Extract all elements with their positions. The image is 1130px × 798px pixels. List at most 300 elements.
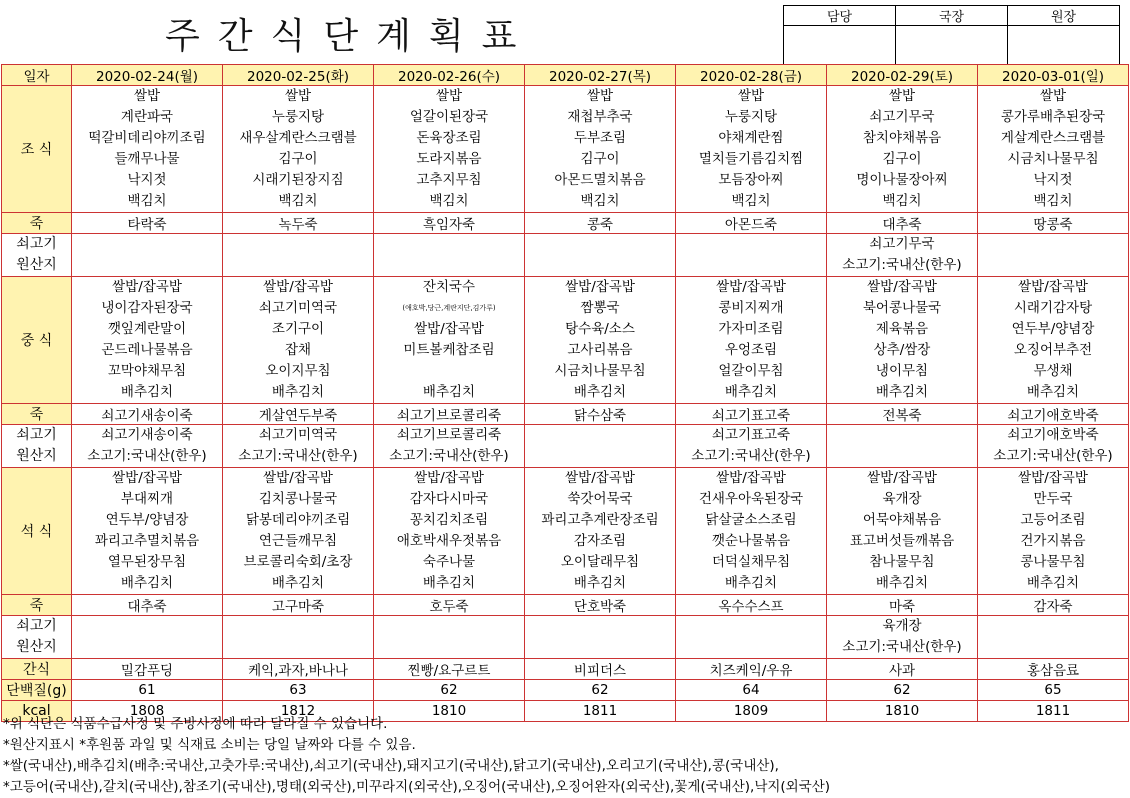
breakfast-porridge-cell: 흑임자죽 [374,213,525,234]
menu-item: 깻순나물볶음 [711,533,791,549]
menu-item: 두부조림 [573,130,627,146]
beef-dish: 쇠고기새송이죽 [101,427,193,443]
notes [3,714,830,798]
breakfast-cell [827,86,978,213]
dinner-cell [223,468,374,595]
beef-origin: 소고기:국내산(한우) [993,448,1113,464]
breakfast-porridge-cell: 대추죽 [827,213,978,234]
menu-item: 백김치 [127,193,167,209]
menu-item: 낙지젓 [1033,172,1073,188]
beef-origin: 소고기:국내산(한우) [238,448,358,464]
menu-item: 백김치 [580,193,620,209]
menu-item: 쌀밥/잡곡밥 [1018,470,1088,486]
menu-item: 조기구이 [271,321,325,337]
menu-item: 재첩부추국 [567,109,633,125]
dinner-cell [978,468,1129,595]
snack-cell: 찐빵/요구르트 [374,659,525,680]
menu-item: 참나물무침 [869,554,935,570]
menu-item: 쌀밥 [284,88,312,104]
breakfast-beef-origin-cell [978,234,1129,277]
menu-item: 감자조림 [573,533,627,549]
breakfast-beef-origin-label [2,234,72,277]
snack-label: 간식 [2,659,72,680]
menu-item: 열무된장무침 [107,554,187,570]
beef-origin [223,255,373,276]
dinner-cell [525,468,676,595]
menu-item: 고추지무침 [416,172,482,188]
menu-item: 배추김치 [573,575,627,591]
menu-item: 쌀밥/잡곡밥 [263,470,333,486]
menu-item: 부대찌개 [120,491,174,507]
dinner-porridge-row [2,595,1129,616]
lunch-beef-origin-row [2,425,1129,468]
beef-dish: 쇠고기표고죽 [711,427,791,443]
beef-origin [676,637,826,658]
beef-dish [676,234,826,255]
menu-item: 돈육장조림 [416,130,482,146]
approval-box [783,5,1120,66]
menu-item: 숙주나물 [422,554,476,570]
kcal-cell: 1808 [72,701,223,722]
menu-item: 콩나물무침 [1020,554,1086,570]
beef-dish [72,234,222,255]
dinner-cell [827,468,978,595]
menu-item: 배추김치 [724,575,778,591]
snack-row [2,659,1129,680]
dinner-beef-origin-cell [978,616,1129,659]
menu-item: 브로콜리숙회/초장 [243,554,353,570]
lunch-row [2,277,1129,404]
menu-item: 쌀밥/잡곡밥 [414,321,484,337]
menu-item: 냉이감자된장국 [101,300,193,316]
dinner-beef-origin-cell [827,616,978,659]
menu-item: 깻잎계란말이 [107,321,187,337]
beef-dish [223,234,373,255]
menu-item: 배추김치 [271,575,325,591]
beef-dish: 쇠고기브로콜리죽 [396,427,502,443]
menu-item: 건새우아욱된장국 [698,491,804,507]
approval-label: 국장 [896,6,1008,26]
dinner-beef-origin-label [2,616,72,659]
menu-item: 야채계란찜 [718,130,784,146]
breakfast-porridge-cell: 땅콩죽 [978,213,1129,234]
beef-dish: 육개장 [882,618,922,634]
menu-item: 쌀밥/잡곡밥 [867,279,937,295]
menu-item: 누룽지탕 [724,109,778,125]
breakfast-porridge-cell: 아몬드죽 [676,213,827,234]
lunch-beef-origin-cell [72,425,223,468]
kcal-cell: 1810 [374,701,525,722]
lunch-cell [978,277,1129,404]
breakfast-porridge-row [2,213,1129,234]
page-title: 주간식단계획표 [165,16,535,57]
beef-label-line: 쇠고기 [16,618,57,634]
beef-dish [374,234,524,255]
beef-dish [72,616,222,637]
menu-item: 꼬막야채무침 [107,363,187,379]
protein-cell: 64 [676,680,827,701]
menu-item: 쌀밥 [888,88,916,104]
dinner-label: 석 식 [2,468,72,595]
beef-origin [374,255,524,276]
dinner-porridge-cell: 감자죽 [978,595,1129,616]
kcal-cell: 1811 [978,701,1129,722]
menu-item: 더덕실채무침 [711,554,791,570]
beef-dish [525,234,675,255]
snack-cell: 비피더스 [525,659,676,680]
lunch-cell [676,277,827,404]
weekly-menu-table [1,64,1129,722]
dinner-porridge-cell: 대추죽 [72,595,223,616]
beef-dish [978,234,1128,255]
menu-item: 어묵야채볶음 [862,512,942,528]
lunch-cell [374,277,525,404]
snack-cell: 치즈케익/우유 [676,659,827,680]
breakfast-cell [72,86,223,213]
lunch-cell [827,277,978,404]
menu-item: 애호박새우젓볶음 [396,533,502,549]
beef-origin [525,446,675,467]
menu-item: 육개장 [882,491,922,507]
approval-label: 원장 [1008,6,1120,26]
lunch-beef-origin-cell [525,425,676,468]
menu-item: 시래기된장지짐 [252,172,344,188]
note-line: *고등어(국내산),갈치(국내산),참조기(국내산),명태(외국산),미꾸라지(외국산),오징어(국내산),오징어완자(외국산),꽃게(국내산),낙지(외국산) [3,779,831,795]
menu-item: 김구이 [580,151,620,167]
dinner-beef-origin-cell [374,616,525,659]
menu-item: 오징어부추전 [1013,342,1093,358]
menu-item: 꽁치김치조림 [409,512,489,528]
breakfast-beef-origin-cell [827,234,978,277]
menu-item: 김치콩나물국 [258,491,338,507]
origin-label-line: 원산지 [16,448,57,464]
snack-cell: 사과 [827,659,978,680]
breakfast-beef-origin-cell [525,234,676,277]
menu-item: 감자다시마국 [409,491,489,507]
menu-item: 닭살굴소스조림 [705,512,797,528]
protein-label: 단백질(g) [2,680,72,701]
menu-item: 백김치 [882,193,922,209]
approval-sign-cell[interactable] [1008,26,1120,66]
breakfast-cell [374,86,525,213]
breakfast-beef-origin-cell [223,234,374,277]
beef-origin [223,637,373,658]
menu-item: 쌀밥/잡곡밥 [565,279,635,295]
menu-item: 백김치 [429,193,469,209]
menu-item: 꽈리고추멸치볶음 [94,533,200,549]
lunch-porridge-cell: 쇠고기표고죽 [676,404,827,425]
dinner-porridge-cell: 옥수수스프 [676,595,827,616]
menu-item: 새우살계란스크램블 [239,130,357,146]
menu-item: 얼갈이무침 [718,363,784,379]
lunch-porridge-row [2,404,1129,425]
menu-item: 쇠고기무국 [869,109,935,125]
kcal-label: kcal [2,701,72,722]
breakfast-porridge-label: 죽 [2,213,72,234]
beef-origin [525,637,675,658]
menu-item: 백김치 [1033,193,1073,209]
menu-item: 닭봉데리야끼조림 [245,512,351,528]
menu-item: 배추김치 [573,384,627,400]
menu-item: 오이달래무침 [560,554,640,570]
menu-item: 배추김치 [422,575,476,591]
beef-dish [223,616,373,637]
lunch-label: 중 식 [2,277,72,404]
header-row [2,65,1129,86]
menu-item [374,361,524,382]
menu-item: 들깨무나물 [114,151,180,167]
menu-item: 쌀밥/잡곡밥 [414,470,484,486]
breakfast-beef-origin-row [2,234,1129,277]
date-header: 2020-02-26(수) [374,65,525,86]
protein-cell: 62 [827,680,978,701]
lunch-beef-origin-label [2,425,72,468]
lunch-beef-origin-cell [223,425,374,468]
menu-item: 건가지볶음 [1020,533,1086,549]
snack-cell: 홍삼음료 [978,659,1129,680]
lunch-beef-origin-cell [827,425,978,468]
origin-label-line: 원산지 [16,639,57,655]
lunch-porridge-cell: 쇠고기새송이죽 [72,404,223,425]
menu-item: 배추김치 [1026,384,1080,400]
beef-origin [72,255,222,276]
beef-origin: 소고기:국내산(한우) [389,448,509,464]
menu-item: 연근들깨무침 [258,533,338,549]
beef-dish [374,616,524,637]
beef-origin: 소고기:국내산(한우) [842,257,962,273]
menu-item: 아몬드멸치볶음 [554,172,646,188]
beef-dish [525,425,675,446]
note-line: *쌀(국내산),배추김치(배추:국내산,고춧가루:국내산),쇠고기(국내산),돼지고기(국내산),닭고기(국내산),오리고기(국내산),콩(국내산), [3,758,779,774]
protein-cell: 65 [978,680,1129,701]
date-header: 2020-02-29(토) [827,65,978,86]
beef-dish: 쇠고기애호박죽 [1007,427,1099,443]
menu-item: 미트볼케찹조림 [403,342,495,358]
beef-origin [676,255,826,276]
beef-dish: 쇠고기미역국 [258,427,338,443]
date-header: 2020-02-24(월) [72,65,223,86]
approval-sign-cell[interactable] [784,26,896,66]
breakfast-porridge-cell: 타락죽 [72,213,223,234]
dinner-cell [72,468,223,595]
menu-item: 시래기감자탕 [1013,300,1093,316]
menu-item: 김구이 [882,151,922,167]
menu-item: 냉이무침 [875,363,929,379]
beef-origin [525,255,675,276]
menu-item: 쌀밥/잡곡밥 [112,279,182,295]
lunch-cell [525,277,676,404]
lunch-cell [72,277,223,404]
menu-item: 쌀밥/잡곡밥 [565,470,635,486]
menu-item: 쌀밥/잡곡밥 [112,470,182,486]
breakfast-porridge-cell: 녹두죽 [223,213,374,234]
beef-origin: 소고기:국내산(한우) [691,448,811,464]
date-header-label: 일자 [2,65,72,86]
lunch-beef-origin-cell [676,425,827,468]
menu-item: 명이나물장아찌 [856,172,948,188]
approval-sign-cell[interactable] [896,26,1008,66]
menu-item: 쌀밥 [586,88,614,104]
menu-item: 곤드레나물볶음 [101,342,193,358]
menu-item: 쌀밥 [435,88,463,104]
lunch-beef-origin-cell [978,425,1129,468]
dinner-row [2,468,1129,595]
menu-item: 시금치나물무침 [554,363,646,379]
breakfast-beef-origin-cell [72,234,223,277]
menu-item: 쌀밥/잡곡밥 [716,470,786,486]
dinner-beef-origin-cell [525,616,676,659]
menu-item: 제육볶음 [875,321,929,337]
menu-item: 얼갈이된장국 [409,109,489,125]
dinner-beef-origin-cell [72,616,223,659]
note-line: *원산지표시 *후원품 과일 및 식재료 소비는 당일 날짜와 다를 수 있음. [3,737,416,753]
beef-origin: 소고기:국내산(한우) [87,448,207,464]
menu-item: 쑥갓어묵국 [567,491,633,507]
lunch-porridge-cell: 게살연두부죽 [223,404,374,425]
menu-item: 멸치들기름김치찜 [698,151,804,167]
snack-cell: 케익,과자,바나나 [223,659,374,680]
dinner-porridge-cell: 고구마죽 [223,595,374,616]
breakfast-row [2,86,1129,213]
menu-item: 백김치 [731,193,771,209]
menu-item: 백김치 [278,193,318,209]
dinner-cell [676,468,827,595]
beef-dish [676,616,826,637]
menu-item: 배추김치 [875,575,929,591]
menu-item: 연두부/양념장 [1011,321,1095,337]
menu-item: 꽈리고추계란장조림 [541,512,659,528]
protein-cell: 63 [223,680,374,701]
protein-cell: 61 [72,680,223,701]
dinner-cell [374,468,525,595]
menu-item: 쌀밥 [133,88,161,104]
beef-origin [374,637,524,658]
menu-item: 쌀밥/잡곡밥 [263,279,333,295]
menu-item: 낙지젓 [127,172,167,188]
menu-item: 쌀밥/잡곡밥 [716,279,786,295]
menu-item: 콩가루배추된장국 [1000,109,1106,125]
menu-item: 연두부/양념장 [105,512,189,528]
menu-item: 쌀밥/잡곡밥 [867,470,937,486]
beef-dish [978,616,1128,637]
lunch-cell [223,277,374,404]
menu-item: 쌀밥/잡곡밥 [1018,279,1088,295]
breakfast-cell [676,86,827,213]
menu-item: (애호박,당근,계란지단,김가루) [402,304,496,312]
menu-item: 누룽지탕 [271,109,325,125]
protein-cell: 62 [374,680,525,701]
lunch-porridge-cell: 닭수삼죽 [525,404,676,425]
menu-item: 콩비지찌개 [718,300,784,316]
lunch-porridge-cell: 쇠고기애호박죽 [978,404,1129,425]
kcal-cell: 1809 [676,701,827,722]
dinner-beef-origin-cell [223,616,374,659]
menu-item: 탕수육/소스 [565,321,635,337]
approval-label: 담당 [784,6,896,26]
protein-row [2,680,1129,701]
date-header: 2020-03-01(일) [978,65,1129,86]
menu-item: 배추김치 [1026,575,1080,591]
note-line: *위 식단은 식품수급사정 및 주방사정에 따라 달라질 수 있습니다. [3,716,388,732]
menu-item: 만두국 [1033,491,1073,507]
beef-dish: 쇠고기무국 [869,236,935,252]
breakfast-beef-origin-cell [676,234,827,277]
breakfast-beef-origin-cell [374,234,525,277]
kcal-cell: 1812 [223,701,374,722]
dinner-porridge-label: 죽 [2,595,72,616]
dinner-beef-origin-row [2,616,1129,659]
dinner-beef-origin-cell [676,616,827,659]
lunch-beef-origin-cell [374,425,525,468]
menu-item: 배추김치 [875,384,929,400]
origin-label-line: 원산지 [16,257,57,273]
menu-item: 배추김치 [724,384,778,400]
kcal-cell: 1811 [525,701,676,722]
menu-item: 고사리볶음 [567,342,633,358]
snack-cell: 밀감푸딩 [72,659,223,680]
menu-item: 쇠고기미역국 [258,300,338,316]
menu-item: 배추김치 [120,384,174,400]
dinner-porridge-cell: 호두죽 [374,595,525,616]
menu-item: 잔치국수 [422,279,476,295]
menu-item: 참치야채볶음 [862,130,942,146]
menu-item: 배추김치 [120,575,174,591]
menu-item: 게살계란스크램블 [1000,130,1106,146]
beef-origin [72,637,222,658]
menu-item: 잡채 [284,342,312,358]
menu-item: 상추/쌈장 [873,342,931,358]
menu-item: 계란파국 [120,109,174,125]
breakfast-cell [525,86,676,213]
menu-item: 무생채 [1033,363,1073,379]
menu-item: 떡갈비데리야끼조림 [88,130,206,146]
date-header: 2020-02-27(목) [525,65,676,86]
protein-cell: 62 [525,680,676,701]
beef-dish [525,616,675,637]
beef-origin [978,637,1128,658]
lunch-porridge-cell: 쇠고기브로콜리죽 [374,404,525,425]
lunch-porridge-label: 죽 [2,404,72,425]
menu-item: 쌀밥 [1039,88,1067,104]
menu-item: 배추김치 [422,384,476,400]
menu-item: 쌀밥 [737,88,765,104]
breakfast-cell [978,86,1129,213]
menu-item: 시금치나물무침 [1007,151,1099,167]
menu-item: 우엉조림 [724,342,778,358]
breakfast-label: 조 식 [2,86,72,213]
beef-origin [978,255,1128,276]
dinner-porridge-cell: 마죽 [827,595,978,616]
menu-item: 배추김치 [271,384,325,400]
menu-item: 표고버섯들깨볶음 [849,533,955,549]
date-header: 2020-02-28(금) [676,65,827,86]
lunch-porridge-cell: 전복죽 [827,404,978,425]
menu-item: 김구이 [278,151,318,167]
beef-label-line: 쇠고기 [16,427,57,443]
date-header: 2020-02-25(화) [223,65,374,86]
menu-item: 도라지볶음 [416,151,482,167]
menu-item: 북어콩나물국 [862,300,942,316]
menu-item: 모듬장아찌 [718,172,784,188]
breakfast-cell [223,86,374,213]
dinner-porridge-cell: 단호박죽 [525,595,676,616]
beef-label-line: 쇠고기 [16,236,57,252]
menu-item: 고등어조림 [1020,512,1086,528]
kcal-cell: 1810 [827,701,978,722]
menu-item: 짬뽕국 [580,300,620,316]
beef-origin: 소고기:국내산(한우) [842,639,962,655]
beef-dish [827,425,977,446]
